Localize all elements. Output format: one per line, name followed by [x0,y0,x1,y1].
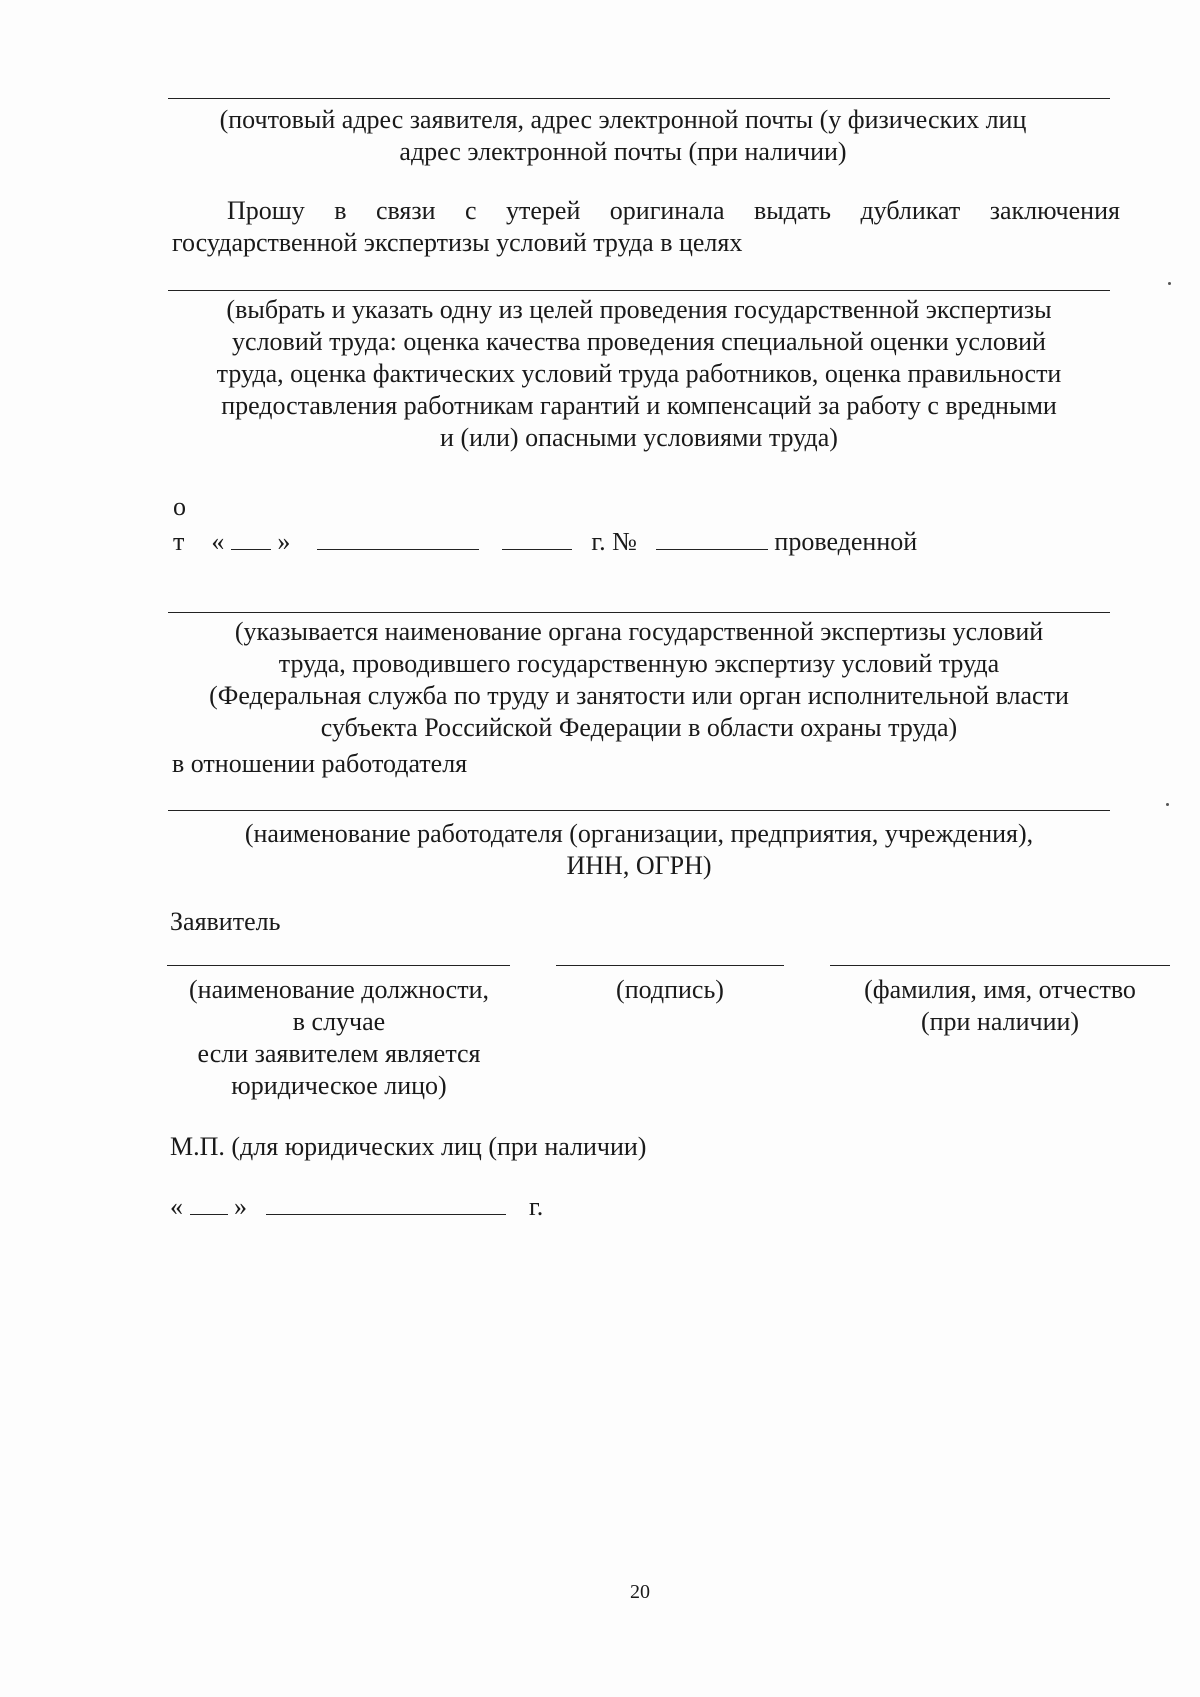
position-caption-line-4: юридическое лицо) [231,1071,447,1100]
conducted-label: проведенной [774,527,918,556]
request-paragraph [227,195,1120,227]
purpose-caption-line-5: и (или) опасными условиями труда) [440,423,838,452]
year-blank[interactable] [502,523,572,550]
purpose-caption-line-4: предоставления работникам гарантий и компенсаций за работу с вредными [221,391,1057,420]
position-caption-line-2: в случае [292,1007,386,1036]
final-day-blank[interactable] [190,1188,228,1215]
purpose-caption-line-1: (выбрать и указать одну из целей проведения государственной экспертизы [226,295,1052,324]
final-year-suffix: г. [529,1192,544,1221]
name-rule [830,965,1170,966]
letter-o: о [173,492,186,521]
address-caption [168,104,1078,168]
authority-caption-line-4: субъекта Российской Федерации в области охраны труда) [320,713,958,742]
authority-caption [168,616,1110,744]
quote-open: « [211,527,225,556]
letter-t: т [173,527,185,556]
employer-intro: в отношении работодателя [172,749,468,778]
request-line-2: государственной экспертизы условий труда в целях [172,228,743,257]
scan-speck [1166,803,1169,806]
date-line [173,523,917,558]
purpose-caption-line-2: условий труда: оценка качества проведения специальной оценки условий [232,327,1046,356]
name-caption-line-2: (при наличии) [920,1007,1080,1036]
request-line-1: Прошу в связи с утерей оригинала выдать дубликат заключения [227,196,1120,225]
position-caption-line-3: если заявителем является [197,1039,481,1068]
name-caption [830,974,1170,1038]
employer-caption-line-1: (наименование работодателя (организации, предприятия, учреждения), [244,819,1034,848]
name-caption-line-1: (фамилия, имя, отчество [864,975,1136,1004]
position-rule [167,965,510,966]
quote-close: » [277,527,291,556]
employer-rule [168,810,1110,811]
number-blank[interactable] [656,523,768,550]
authority-caption-line-2: труда, проводившего государственную экспертизу условий труда [278,649,1000,678]
employer-caption [168,818,1110,882]
employer-caption-line-2: ИНН, ОГРН) [566,851,712,880]
final-date-line [170,1188,543,1223]
position-caption [165,974,513,1102]
month-blank[interactable] [317,523,479,550]
purpose-rule [168,290,1110,291]
purpose-caption [168,294,1110,454]
final-quote-close: » [234,1192,247,1221]
address-caption-line-2: адрес электронной почты (при наличии) [399,137,847,166]
authority-caption-line-1: (указывается наименование органа государственной экспертизы условий [234,617,1044,646]
final-quote-open: « [170,1192,183,1221]
year-number-label: г. № [591,527,637,556]
authority-rule [168,612,1110,613]
final-month-year-blank[interactable] [266,1188,506,1215]
authority-caption-line-3: (Федеральная служба по труду и занятости или орган исполнительной власти [209,681,1069,710]
stamp-note: М.П. (для юридических лиц (при наличии) [170,1132,647,1161]
address-rule [168,98,1110,99]
day-blank[interactable] [231,523,271,550]
applicant-label: Заявитель [170,907,281,936]
scan-speck [1168,282,1171,285]
address-caption-line-1: (почтовый адрес заявителя, адрес электронной почты (у физических лиц [219,105,1027,134]
position-caption-line-1: (наименование должности, [189,975,489,1004]
purpose-caption-line-3: труда, оценка фактических условий труда работников, оценка правильности [216,359,1062,388]
page-number: 20 [630,1581,650,1603]
signature-rule [556,965,784,966]
signature-caption: (подпись) [616,975,724,1004]
